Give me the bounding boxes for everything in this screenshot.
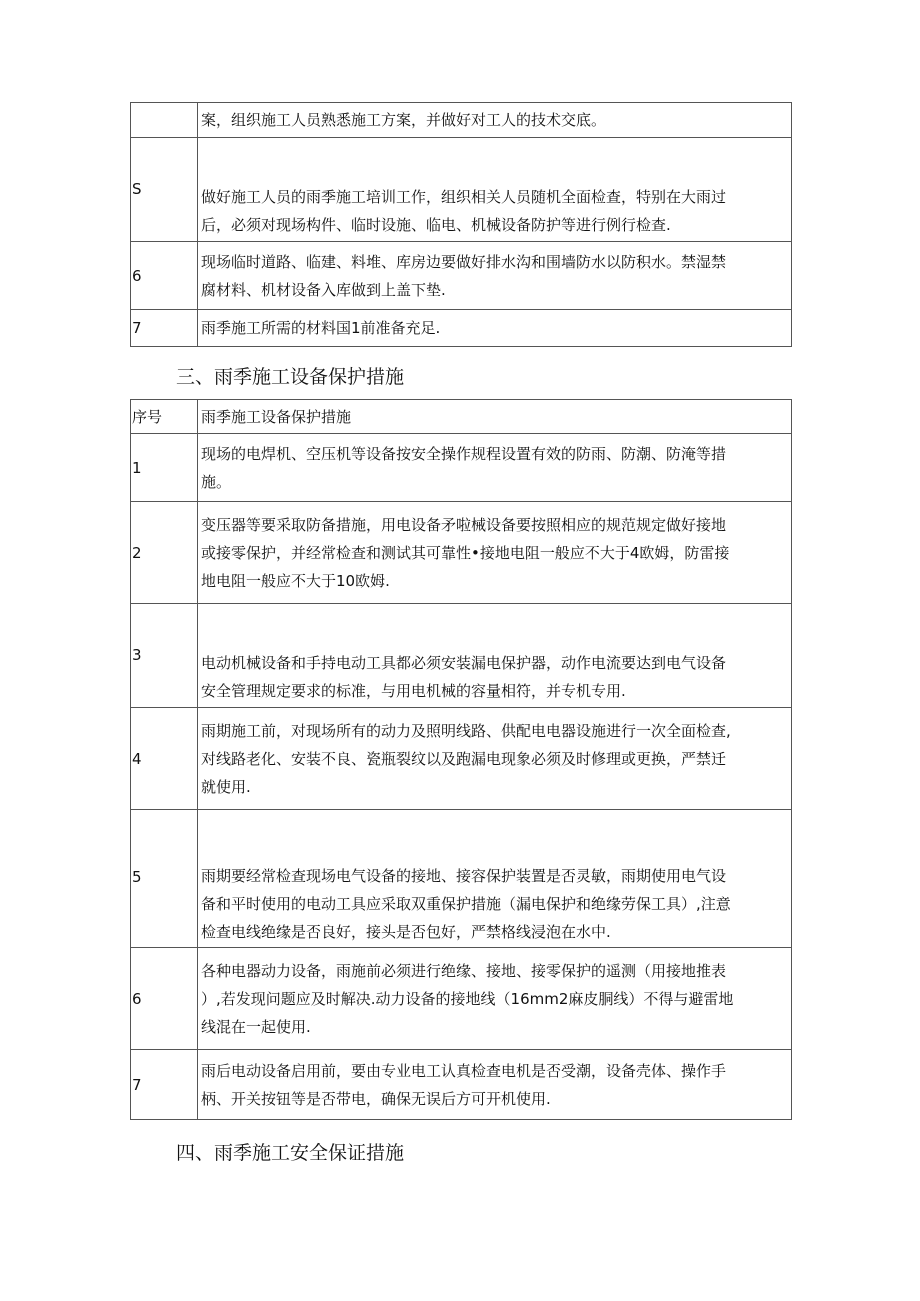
text-line: 备和平时使用的电动工具应采取双重保护措施（漏电保护和绝缘劳保工具）,注意: [201, 895, 731, 913]
row-text: [198, 1050, 792, 1120]
table-row: [131, 810, 792, 948]
row-text: [198, 242, 792, 310]
row-text: [198, 502, 792, 604]
table-row: [131, 708, 792, 810]
table-row: [131, 103, 792, 138]
table-row: [131, 310, 792, 347]
table-row: [131, 434, 792, 502]
text-line: 雨期施工前，对现场所有的动力及照明线路、供配电电器设施进行一次全面检查,: [201, 721, 731, 740]
row-text: [198, 103, 792, 138]
text-line: ）,若发现问题应及时解决.动力设备的接地线（16mm2麻皮胴线）不得与避雷地: [201, 989, 734, 1008]
text-line: 变压器等要采取防备措施，用电设备矛啦械设备要按照相应的规范规定做好接地: [201, 515, 727, 534]
row-number: 1: [131, 434, 198, 502]
row-text: [198, 138, 792, 242]
table-row: [131, 1050, 792, 1120]
row-number: 5: [131, 810, 198, 948]
row-number: 2: [131, 502, 198, 604]
text-line: 雨期要经常检查现场电气设备的接地、接容保护装置是否灵敏，雨期使用电气设: [201, 867, 727, 885]
header-text: 雨季施工设备保护措施: [198, 400, 792, 434]
section-heading-3: 三、雨季施工设备保护措施: [176, 366, 405, 388]
text-line: 腐材料、机材设备入库做到上盖下垫.: [201, 280, 446, 299]
row-number: 7: [131, 1050, 198, 1120]
row-number: 3: [131, 604, 198, 708]
text-line: 安全管理规定要求的标准，与用电机械的容量相符，并专机专用.: [201, 682, 626, 700]
text-line: 电动机械设备和手持电动工具都必须安装漏电保护器，动作电流要达到电气设备: [201, 654, 727, 672]
text-line: 对线路老化、安装不良、瓷瓶裂纹以及跑漏电现象必须及时修理或更换，严禁迁: [201, 749, 727, 768]
table-row: [131, 138, 792, 242]
text-line: 后，必须对现场构件、临时设施、临电、机械设备防护等进行例行检查.: [201, 216, 671, 234]
row-number: 6: [131, 242, 198, 310]
row-text: [198, 810, 792, 948]
row-text: [198, 434, 792, 502]
text-line: 或接零保护，并经常检查和测试其可靠性•接地电阻一般应不大于4欧姆，防雷接: [201, 543, 730, 562]
text-line: 雨后电动设备启用前，要由专业电工认真检查电机是否受潮，设备壳体、操作手: [201, 1061, 727, 1080]
table-row: [131, 948, 792, 1050]
row-number: 7: [131, 310, 198, 347]
measures-table-continued: [130, 102, 792, 347]
table-row: [131, 242, 792, 310]
row-text: [198, 604, 792, 708]
text-line: 做好施工人员的雨季施工培训工作，组织相关人员随机全面检查，特别在大雨过: [201, 188, 727, 206]
text-line: 检查电线绝缘是否良好，接头是否包好，严禁格线浸泡在水中.: [201, 923, 611, 941]
row-number: 6: [131, 948, 198, 1050]
text-line: 各种电器动力设备，雨施前必须进行绝缘、接地、接零保护的遥测（用接地推表: [201, 961, 727, 980]
text-line: 现场临时道路、临建、料堆、库房边要做好排水沟和围墙防水以防积水。禁湿禁: [201, 252, 727, 271]
row-text: [198, 948, 792, 1050]
table-row: [131, 604, 792, 708]
table-header-row: [131, 400, 792, 434]
text-line: 现场的电焊机、空压机等设备按安全操作规程设置有效的防雨、防潮、防淹等措: [201, 444, 727, 463]
text-line: 柄、开关按钮等是否带电，确保无误后方可开机使用.: [201, 1089, 551, 1108]
text-line: 案，组织施工人员熟悉施工方案，并做好对工人的技术交底。: [201, 111, 607, 129]
text-line: 就使用.: [201, 777, 251, 796]
row-text: [198, 708, 792, 810]
table-row: [131, 502, 792, 604]
row-number: [131, 103, 198, 138]
equipment-protection-table: [130, 399, 792, 1120]
row-number: S: [131, 138, 198, 242]
row-number: 4: [131, 708, 198, 810]
text-line: 施。: [201, 472, 232, 491]
text-line: 雨季施工所需的材料国1前准备充足.: [201, 319, 441, 337]
header-number: 序号: [131, 400, 198, 434]
row-text: [198, 310, 792, 347]
text-line: 线混在一起使用.: [201, 1017, 311, 1036]
text-line: 地电阻一般应不大于10欧姆.: [201, 571, 390, 590]
section-heading-4: 四、雨季施工安全保证措施: [176, 1142, 405, 1164]
